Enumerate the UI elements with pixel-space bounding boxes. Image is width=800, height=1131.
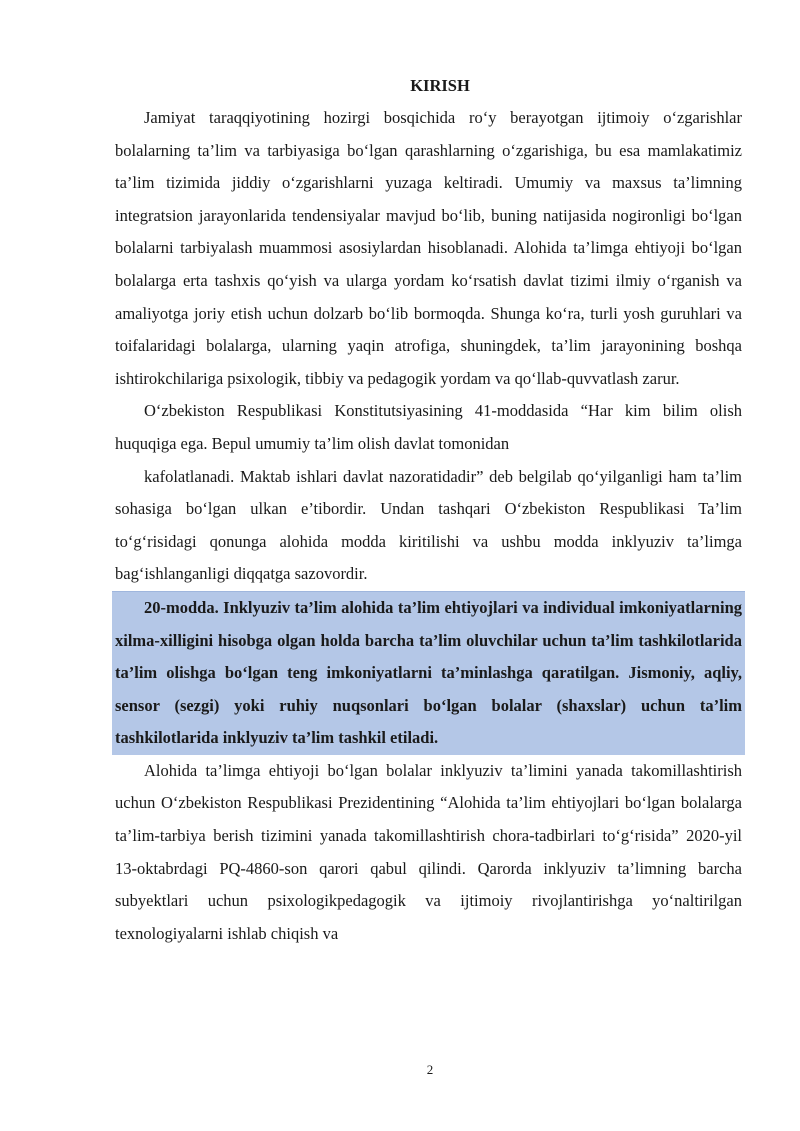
paragraph-intro: Jamiyat taraqqiyotining hozirgi bosqichida ro‘y berayotgan ijtimoiy o‘zgarishlar bolalarning ta’lim va tarbiyasiga bo‘lgan qarashlarning o‘zgarishiga, bu esa mamlakatimiz ta’lim tizimida jiddiy o‘zgarishlarni yuzaga keltiradi. Umumiy va maxsus ta’limning integratsion jarayonlarida tendensiyalar mavjud bo‘lib, buning natijasida nogironligi bo‘lgan bolalarni tarbiyalash muammosi asosiylardan hisoblanadi. Alohida ta’limga ehtiyoji bo‘lgan bolalarga erta tashxis qo‘yish va ularga yordam ko‘rsatish davlat tizimi ilmiy o‘rganish va amaliyotga joriy etish uchun dolzarb bo‘lib bormoqda. Shunga ko‘ra, turli yosh guruhlari va toifalaridagi bolalarga, ularning yaqin atrofiga, shuningdek, ta’lim jarayonining boshqa ishtirokchilariga psixologik, tibbiy va pedagogik yordam va qo‘llab-quvvatlash zarur. xyxy=(115,108,742,388)
paragraph-article-20-highlighted: 20-modda. Inklyuziv ta’lim alohida ta’lim ehtiyojlari va individual imkoniyatlarning xilma-xilligini hisobga olgan holda barcha ta’lim oluvchilar uchun ta’lim tashkilotlarida ta’lim olishga bo‘lgan teng imkoniyatlarni ta’minlashga qaratilgan. Jismoniy, aqliy, sensor (sezgi) yoki ruhiy nuqsonlari bo‘lgan bolalar (shaxslar) uchun ta’lim tashkilotlarida inklyuziv ta’lim tashkil etiladi. xyxy=(112,591,745,755)
page-number: 2 xyxy=(426,1062,434,1077)
page-title: KIRISH xyxy=(410,76,470,95)
paragraph-resolution: Alohida ta’limga ehtiyoji bo‘lgan bolalar inklyuziv ta’limini yanada takomillashtirish uchun O‘zbekiston Respublikasi Prezidentining “Alohida ta’lim ehtiyojlari bo‘lgan bolalarga ta’lim-tarbiya berish tizimini yanada takomillashtirish chora-tadbirlari to‘g‘risida” 2020-yil 13-oktabrdagi PQ-4860-son qarori qabul qilindi. Qarorda inklyuziv ta’limning barcha subyektlari uchun psixologikpedagogik va ijtimoiy rivojlantirishga yo‘naltirilgan texnologiyalarni ishlab chiqish va xyxy=(115,760,742,943)
paragraph-constitution-cont: kafolatlanadi. Maktab ishlari davlat nazoratidadir” deb belgilab qo‘yilganligi ham ta’lim sohasiga bo‘lgan ulkan e’tibordir. Undan tashqari O‘zbekiston Respublikasi Ta’lim to‘g‘risidagi qonunga alohida modda kiritilishi va ushbu modda inklyuziv ta’limga bag‘ishlanganligi diqqatga sazovordir. xyxy=(115,466,742,584)
document-body xyxy=(115,102,742,950)
paragraph-constitution: O‘zbekiston Respublikasi Konstitutsiyasining 41-moddasida “Har kim bilim olish huquqiga ega. Bepul umumiy ta’lim olish davlat tomonidan xyxy=(115,401,742,453)
